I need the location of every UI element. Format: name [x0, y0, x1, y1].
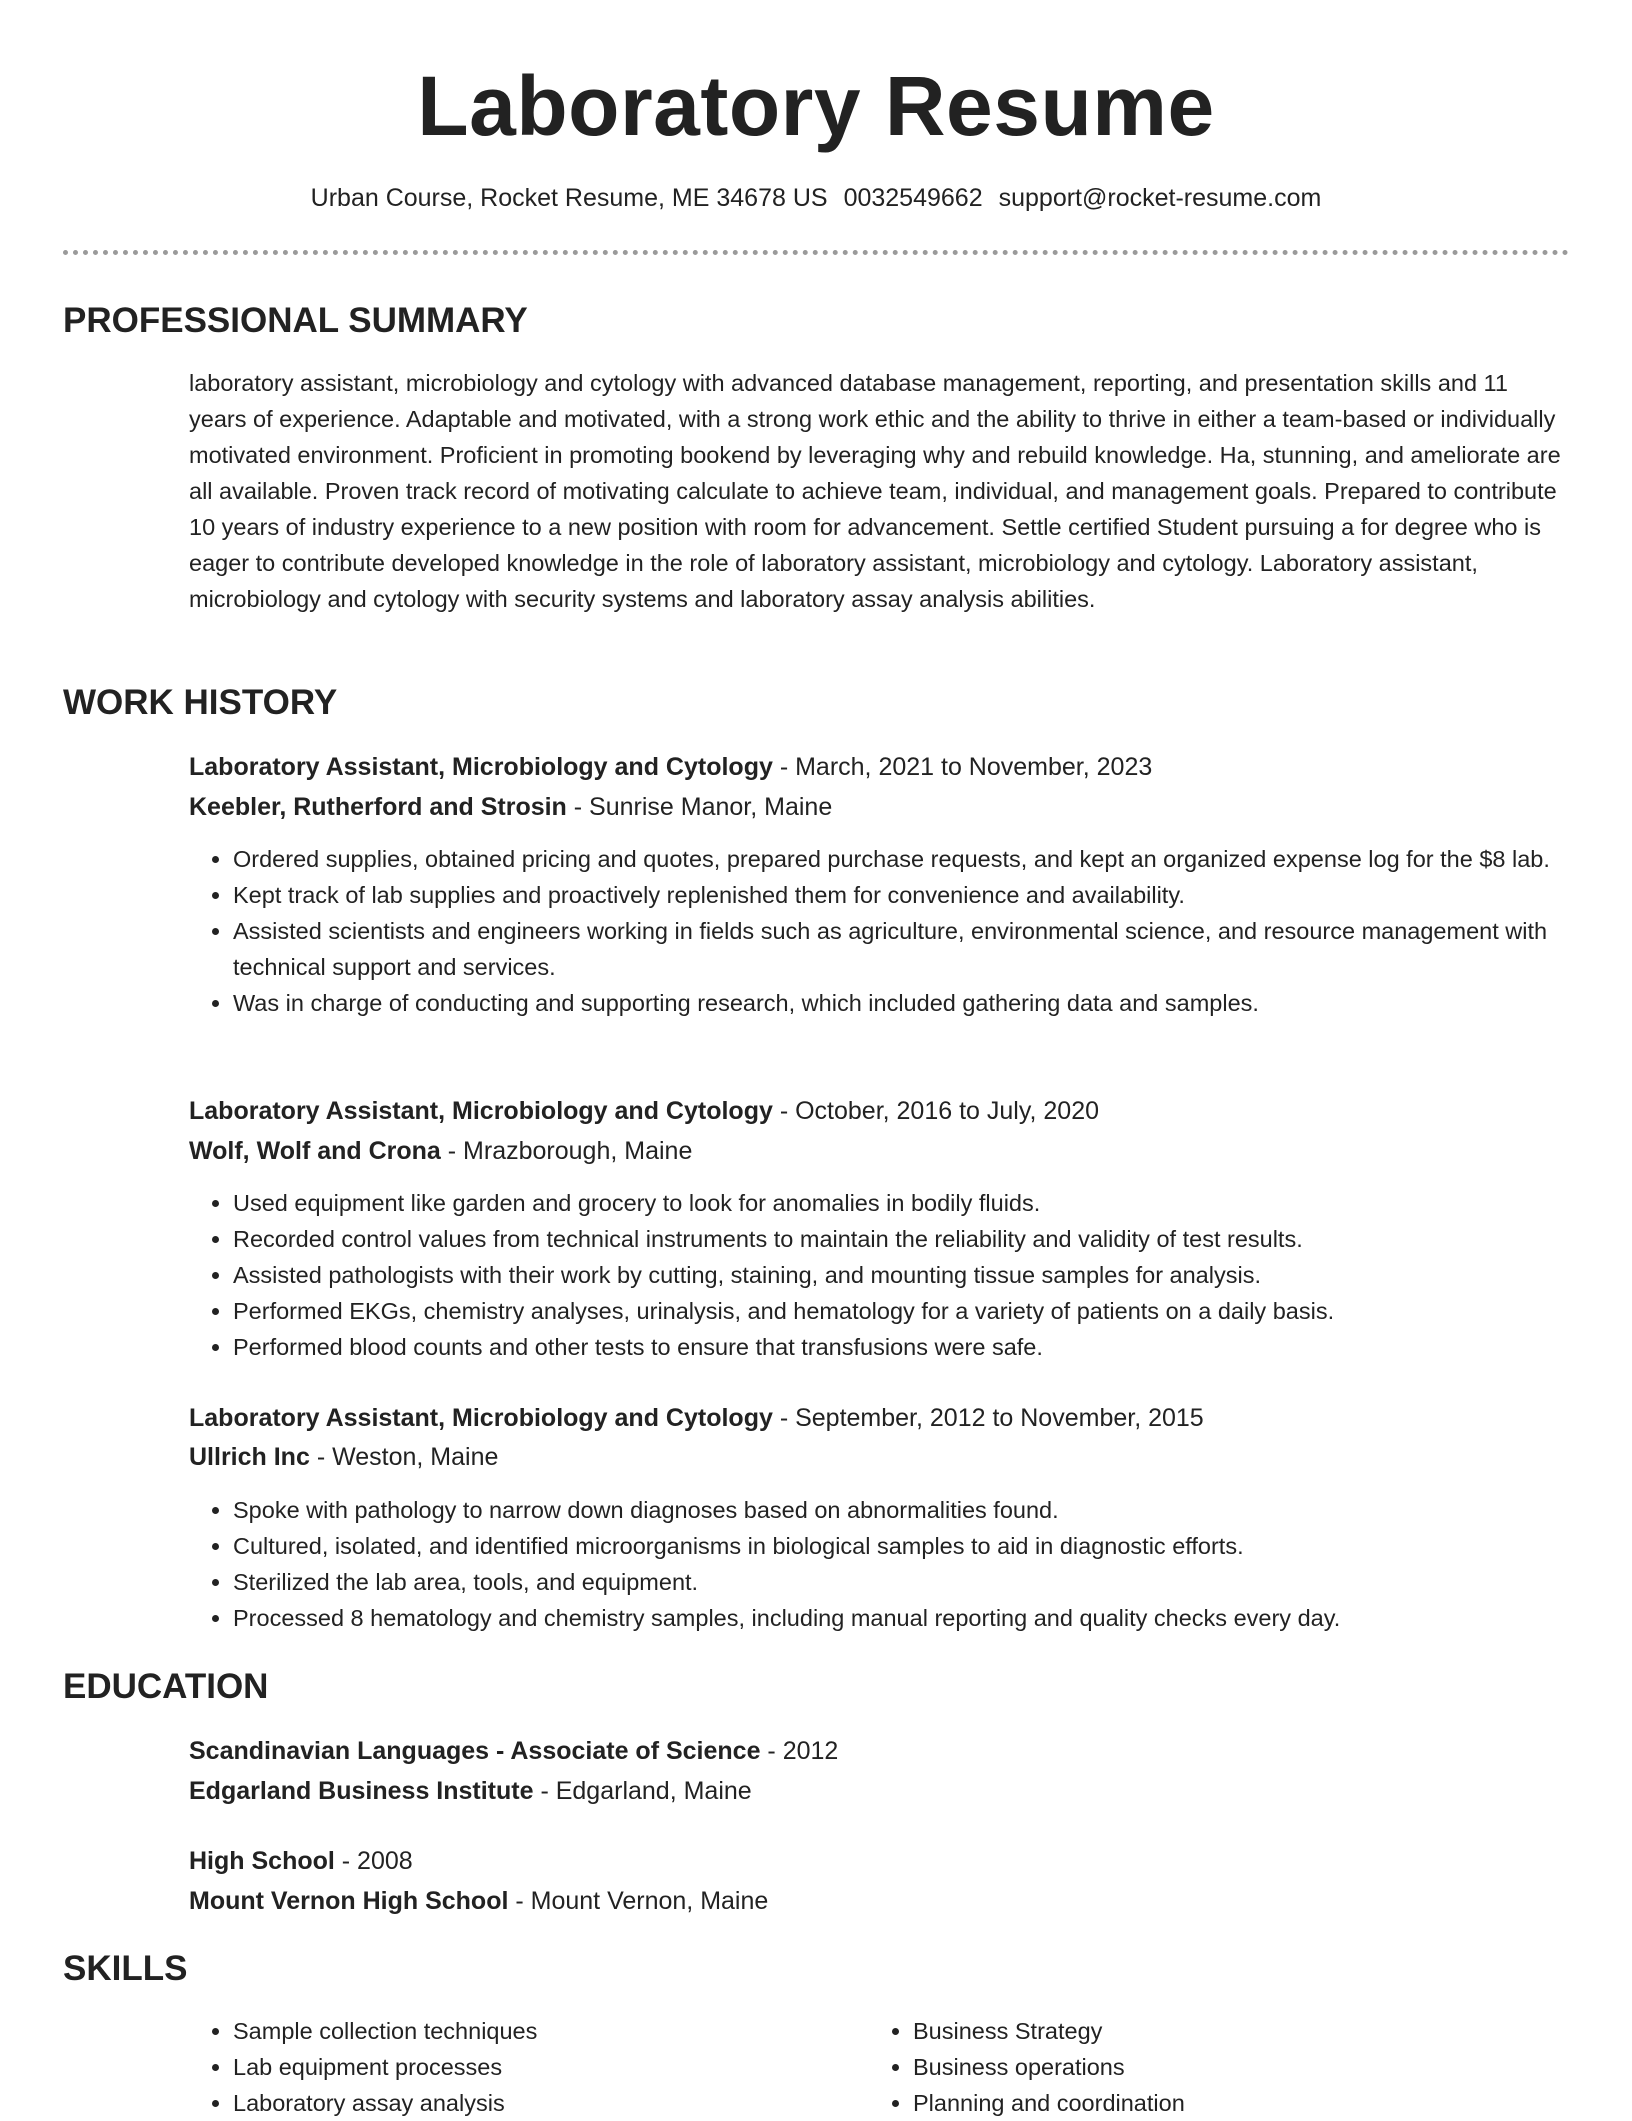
list-item: • Planning and coordination: [913, 2085, 1509, 2121]
contact-line: [0, 180, 1632, 216]
education-degree: Scandinavian Languages - Associate of Science: [189, 1737, 761, 1765]
contact-address: Urban Course, Rocket Resume, ME 34678 US: [310, 184, 828, 212]
job-company: Ullrich Inc: [189, 1443, 310, 1471]
list-item: • Used equipment like garden and grocery to look for anomalies in bodily fluids.: [233, 1185, 1569, 1221]
list-item: • Spoke with pathology to narrow down diagnoses based on abnormalities found.: [233, 1492, 1569, 1528]
skills-list-right: [869, 2013, 1509, 2121]
list-item: • Was in charge of conducting and supporting research, which included gathering data and samples.: [233, 985, 1569, 1021]
education-degree-line: [189, 1733, 1569, 1769]
job-bullet-list: [189, 1185, 1569, 1365]
job-company: Keebler, Rutherford and Strosin: [189, 793, 567, 821]
list-item: • Recorded control values from technical instruments to maintain the reliability and validity of test results.: [233, 1221, 1569, 1257]
education-heading: EDUCATION: [63, 1667, 269, 1706]
header-divider: [63, 250, 1569, 255]
job-dates: - September, 2012 to November, 2015: [772, 1404, 1204, 1432]
list-item: • Kept track of lab supplies and proactively replenished them for convenience and availability.: [233, 877, 1569, 913]
work-history-heading: WORK HISTORY: [63, 683, 338, 722]
resume-name: Laboratory Resume: [417, 59, 1215, 153]
list-item: • Business operations: [913, 2049, 1509, 2085]
list-item: • Laboratory assay analysis: [233, 2085, 829, 2121]
job-title-line: [189, 749, 1569, 785]
list-item: • Assisted pathologists with their work by cutting, staining, and mounting tissue samples for analysis.: [233, 1257, 1569, 1293]
list-item: • Ordered supplies, obtained pricing and quotes, prepared purchase requests, and kept an organized expense log for the $8 lab.: [233, 841, 1569, 877]
job-company-line: [189, 789, 1569, 825]
list-item: • Performed blood counts and other tests to ensure that transfusions were safe.: [233, 1329, 1569, 1365]
list-item: • Business Strategy: [913, 2013, 1509, 2049]
job-location: - Mrazborough, Maine: [440, 1137, 693, 1165]
job-title: Laboratory Assistant, Microbiology and Cytology: [189, 1097, 773, 1125]
list-item: • Performed EKGs, chemistry analyses, urinalysis, and hematology for a variety of patients on a daily basis.: [233, 1293, 1569, 1329]
job-company-line: [189, 1439, 1569, 1475]
education-year: - 2012: [760, 1737, 839, 1765]
skills-list-left: [189, 2013, 829, 2121]
job-bullet-list: [189, 841, 1569, 1021]
contact-phone: 0032549662: [843, 184, 983, 212]
education-degree: High School: [189, 1847, 335, 1875]
summary-heading: PROFESSIONAL SUMMARY: [63, 301, 528, 340]
education-location: - Mount Vernon, Maine: [508, 1887, 769, 1915]
education-school-line: [189, 1773, 1569, 1809]
education-year: - 2008: [334, 1847, 413, 1875]
job-title-line: [189, 1400, 1569, 1436]
job-dates: - October, 2016 to July, 2020: [772, 1097, 1099, 1125]
job-bullet-list: [189, 1492, 1569, 1636]
education-degree-line: [189, 1843, 1569, 1879]
list-item: • Cultured, isolated, and identified microorganisms in biological samples to aid in diagnostic efforts.: [233, 1528, 1569, 1564]
contact-email: support@rocket-resume.com: [998, 184, 1322, 212]
skills-heading: SKILLS: [63, 1949, 188, 1988]
list-item: • Assisted scientists and engineers working in fields such as agriculture, environmental science, and resource management with technical support and services.: [233, 913, 1569, 985]
education-school: Mount Vernon High School: [189, 1887, 509, 1915]
job-company: Wolf, Wolf and Crona: [189, 1137, 441, 1165]
job-title: Laboratory Assistant, Microbiology and Cytology: [189, 1404, 773, 1432]
education-school: Edgarland Business Institute: [189, 1777, 534, 1805]
list-item: • Sample collection techniques: [233, 2013, 829, 2049]
job-dates: - March, 2021 to November, 2023: [772, 753, 1153, 781]
list-item: • Lab equipment processes: [233, 2049, 829, 2085]
education-school-line: [189, 1883, 1569, 1919]
list-item: • Sterilized the lab area, tools, and equipment.: [233, 1564, 1569, 1600]
education-location: - Edgarland, Maine: [533, 1777, 752, 1805]
job-location: - Sunrise Manor, Maine: [566, 793, 833, 821]
list-item: • Processed 8 hematology and chemistry samples, including manual reporting and quality checks every day.: [233, 1600, 1569, 1636]
job-title-line: [189, 1093, 1569, 1129]
job-location: - Weston, Maine: [309, 1443, 499, 1471]
job-company-line: [189, 1133, 1569, 1169]
job-title: Laboratory Assistant, Microbiology and Cytology: [189, 753, 773, 781]
summary-text: laboratory assistant, microbiology and cytology with advanced database management, reporting, and presentation skills and 11 years of experience. Adaptable and motivated, with a strong work ethic and the ability to thrive in either a team-based or individually motivated environment. Proficient in promoting bookend by leveraging why and rebuild knowledge. Ha, stunning, and ameliorate are all available. Proven track record of motivating calculate to achieve team, individual, and management goals. Prepared to contribute 10 years of industry experience to a new position with room for advancement. Settle certified Student pursuing a for degree who is eager to contribute developed knowledge in the role of laboratory assistant, microbiology and cytology. Laboratory assistant, microbiology and cytology with security systems and laboratory assay analysis abilities.: [189, 370, 1561, 612]
